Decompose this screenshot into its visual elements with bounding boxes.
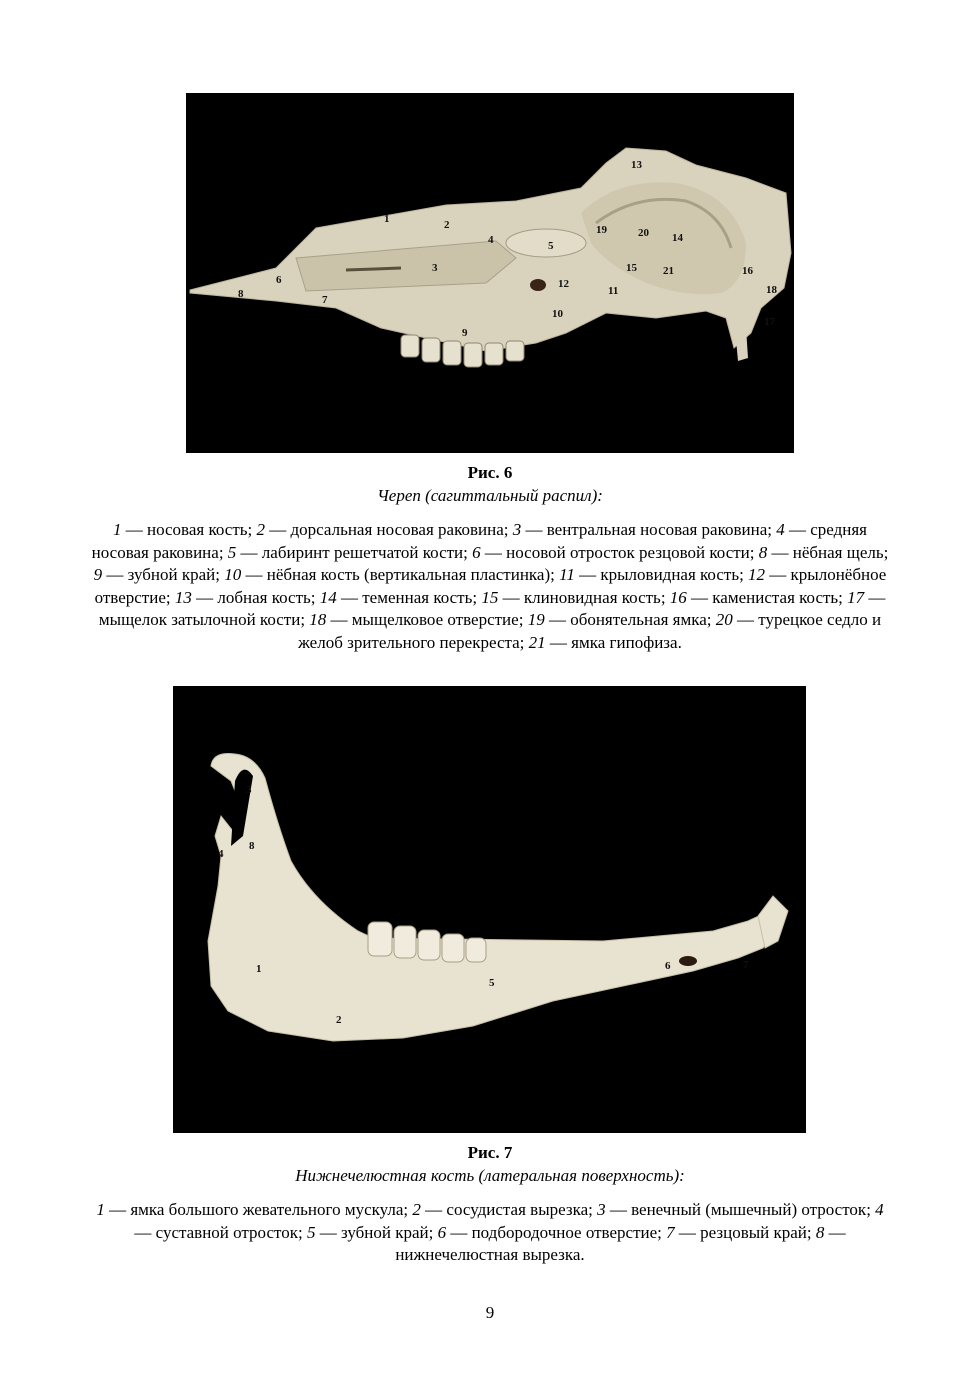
legend-text: — каменистая кость; [686,587,848,607]
fig6-label-7: 7 [322,294,328,306]
fig6-label-19: 19 [596,224,607,236]
legend-text: — ямка гипофиза. [545,632,682,652]
legend-number: 13 [174,587,192,607]
legend-text: — мыщелковое отверстие; [326,610,528,630]
skull-sagittal-photo [186,93,794,453]
fig6-label-21: 21 [663,265,674,277]
fig6-label-6: 6 [276,274,282,286]
legend-number: 18 [309,610,327,630]
figure6-title: Рис. 6 [467,463,513,482]
fig6-label-14: 14 [672,232,683,244]
legend-text: — крыловидная кость; [574,565,749,585]
legend-text: — подбородочное отверстие; [446,1222,667,1242]
legend-number: 5 [306,1222,316,1242]
legend-text: — венечный (мышечный) отросток; [605,1200,876,1219]
fig6-label-17: 17 [764,316,775,328]
legend-number: 17 [847,587,865,607]
legend-text: — суставной отросток; [134,1222,307,1242]
legend-number: 8 [815,1222,825,1242]
legend-text: — сосудистая вырезка; [420,1200,598,1219]
fig7-label-5: 5 [489,977,495,989]
legend-number: 10 [224,565,242,585]
legend-text: — турецкое седло и желоб зрительного перекреста; [298,610,882,652]
legend-text: — ямка большого жевательного мускула; [104,1200,413,1219]
legend-text: — лабиринт решетчатой кости; [236,542,473,562]
legend-number: 4 [875,1200,884,1219]
fig7-label-6: 6 [665,960,671,972]
legend-text: — лобная кость; [191,587,320,607]
fig6-label-1: 1 [384,213,390,225]
legend-number: 5 [227,542,237,562]
fig6-label-9: 9 [462,327,468,339]
figure6-subtitle: Череп (сагиттальный распил): [377,486,603,505]
legend-text: — носовой отросток резцовой кости; [480,542,759,562]
legend-number: 1 [112,520,122,539]
fig6-label-8: 8 [238,288,244,300]
fig6-label-12: 12 [558,278,569,290]
fig7-label-2: 2 [336,1014,342,1026]
fig7-label-3: 3 [246,784,252,796]
fig6-label-5: 5 [548,240,554,252]
fig6-label-4: 4 [488,234,494,246]
legend-number: 20 [715,610,733,630]
fig6-label-13: 13 [631,159,642,171]
mandible-illustration [173,686,806,1133]
mandible-lateral-photo [173,686,806,1133]
legend-text: — дорсальная носовая раковина; [265,520,513,539]
legend-number: 4 [776,520,785,539]
legend-text: — зубной край; [102,565,225,585]
legend-number: 3 [512,520,522,539]
legend-text: — обонятельная ямка; [544,610,716,630]
legend-text: — носовая кость; [121,520,257,539]
fig6-label-11: 11 [608,285,619,297]
fig6-label-20: 20 [638,227,649,239]
legend-text: — резцовый край; [674,1222,816,1242]
fig6-label-10: 10 [552,308,563,320]
legend-text: — средняя носовая раковина; [91,520,868,562]
legend-text: — теменная кость; [336,587,482,607]
fig6-label-2: 2 [444,219,450,231]
legend-number: 9 [93,565,103,585]
legend-number: 1 [96,1200,105,1219]
legend-number: 15 [481,587,499,607]
legend-number: 16 [669,587,687,607]
fig6-label-16: 16 [742,265,753,277]
legend-number: 2 [412,1200,421,1219]
legend-number: 6 [437,1222,447,1242]
page-number: 9 [485,1303,495,1322]
figure7-title: Рис. 7 [467,1143,513,1162]
legend-text: — нижнечелюстная вырезка. [395,1222,846,1265]
fig7-label-8: 8 [249,840,255,852]
skull-illustration [186,93,794,453]
legend-number: 8 [758,542,768,562]
fig6-label-3: 3 [432,262,438,274]
legend-number: 6 [472,542,481,562]
legend-number: 2 [256,520,265,539]
legend-number: 7 [666,1222,675,1242]
legend-number: 11 [559,565,575,585]
fig7-label-1: 1 [256,963,262,975]
fig7-label-7: 7 [743,959,749,971]
legend-number: 3 [597,1200,606,1219]
figure7-subtitle: Нижнечелюстная кость (латеральная поверхность): [295,1166,685,1185]
legend-text: — мыщелок затылочной кости; [98,587,886,630]
figure6-legend [90,519,890,655]
legend-number: 19 [527,610,545,630]
legend-text: — нёбная щель; [767,542,889,562]
legend-number: 12 [748,565,766,585]
legend-text: — нёбная кость (вертикальная пластинка); [241,565,560,585]
legend-number: 21 [528,632,546,652]
fig7-label-4: 4 [218,848,224,860]
legend-text: — крылонёбное отверстие; [94,565,887,607]
legend-text: — вентральная носовая раковина; [521,520,777,539]
legend-number: 14 [319,587,337,607]
figure7-legend [90,1199,890,1267]
legend-text: — зубной край; [315,1222,438,1242]
fig6-label-18: 18 [766,284,777,296]
legend-text: — клиновидная кость; [498,587,670,607]
fig6-label-15: 15 [626,262,637,274]
